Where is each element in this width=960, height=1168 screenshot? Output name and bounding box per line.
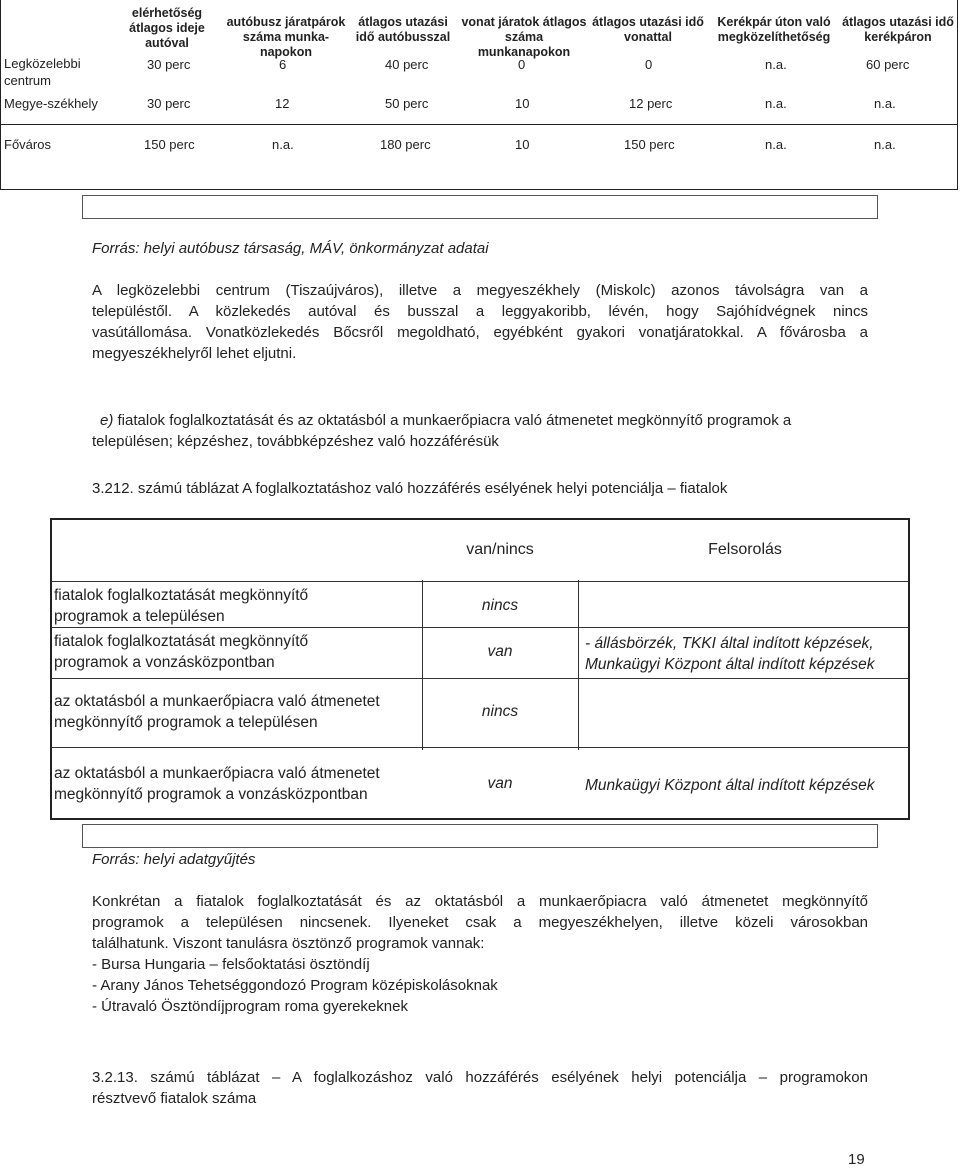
row-label-nearest-centre: Legközelebbi centrum [4,56,81,88]
row-label-line: fiatalok foglalkoztatását megkönnyítő [54,587,309,604]
header-bus-pairs: autóbusz járatpárok száma munka-napokon [226,15,346,59]
cell: 180 perc [380,137,431,152]
section-e-line1: fiatalok foglalkoztatását és az oktatásból a munkaerőpiacra való átmenetet megkönnyítő programok a [117,412,792,429]
cell: 12 perc [629,96,673,111]
cell: 30 perc [147,96,191,111]
page-number: 19 [848,1151,865,1168]
source-caption-2: Forrás: helyi adatgyűjtés [92,851,256,868]
table3-title [92,1067,868,1109]
paragraph-line: A legközelebbi centrum (Tiszaújváros), illetve a megyeszékhely (Miskolc) azonos távolságra van a [92,282,868,299]
row-label [54,585,308,627]
list-item: - Arany János Tehetséggondozó Program középiskolásoknak [92,977,498,994]
row-list-line: Munkaügyi Központ által indított képzések [585,777,875,794]
paragraph-line: településtől. A közlekedés autóval és busszal a leggyakoribb, lévén, hogy Sajóhídvégnek nincs [92,303,868,320]
cell: 30 perc [147,57,191,72]
table2-title: 3.212. számú táblázat A foglalkoztatáshoz való hozzáférés esélyének helyi potenciálja – fiatalok [92,480,728,497]
row-list [585,775,875,796]
paragraph-transport [92,280,868,364]
paragraph-line: Konkrétan a fiatalok foglalkoztatását és az oktatásból a munkaerőpiacra való átmenetet megkönnyítő [92,893,868,910]
cell: 60 perc [866,57,910,72]
row-label [54,763,380,805]
table3-title-line: 3.2.13. számú táblázat – A foglalkozáshoz való hozzáférés esélyének helyi potenciálja – programokon [92,1069,868,1086]
paragraph-line: programok a településen nincsenek. Ilyeneket csak a megyeszékhelyen, illetve közeli városokban [92,914,868,931]
cell: 150 perc [144,137,195,152]
row-label-capital: Főváros [4,137,51,152]
row-label-line: az oktatásból a munkaerőpiacra való átmenetet [54,693,380,710]
row-label-line: programok a településen [54,608,225,625]
list-item: - Bursa Hungaria – felsőoktatási ösztöndíj [92,956,370,973]
list-item: - Útravaló Ösztöndíjprogram roma gyerekeknek [92,998,408,1015]
cell: n.a. [874,137,896,152]
cell: 40 perc [385,57,429,72]
row-list [585,633,875,675]
header-bus-time: átlagos utazási idő autóbusszal [355,15,451,44]
table-rule [51,747,909,748]
section-e-marker: e) [100,412,114,429]
row-label-line: programok a vonzásközpontban [54,654,275,671]
row-label-line: megkönnyítő programok a településen [54,714,318,731]
table-rule [51,678,909,679]
cell: 12 [275,96,290,111]
header-train-count: vonat járatok átlagos száma munkanapokon [461,15,587,59]
cell: 10 [515,96,530,111]
row-label-line: fiatalok foglalkoztatását megkönnyítő [54,633,309,650]
paragraph-line: vasútállomása. Vonatközlekedés Bőcsről megoldható, egyébként gyakori vonatjáratokkal. A fővárosba a [92,324,868,341]
row-list-line: - állásbörzék, TKKI által indított képzések, [585,635,874,652]
section-e-line2: településen; képzéshez, továbbképzéshez való hozzáférésük [92,433,499,450]
column-header-list: Felsorolás [708,541,782,558]
cell: n.a. [765,137,787,152]
cell: 6 [279,57,287,72]
row-yes-no: van [487,775,513,792]
header-train-time: átlagos utazási idő vonattal [592,15,704,44]
header-bike-time: átlagos utazási idő kerékpáron [842,15,954,44]
table-vline [422,580,423,750]
row-label [54,691,380,733]
section-e-heading [92,410,868,452]
row-label-county-seat: Megye-székhely [4,96,98,111]
cell: 50 perc [385,96,429,111]
row-yes-no: van [487,643,513,660]
row-label-line: megkönnyítő programok a vonzásközpontban [54,786,368,803]
row-label-line: az oktatásból a munkaerőpiacra való átmenetet [54,765,380,782]
table-vline [578,580,579,750]
cell: n.a. [765,96,787,111]
cell: 10 [515,137,530,152]
cell: 0 [518,57,526,72]
paragraph-programs [92,891,868,1017]
table-rule [51,581,909,582]
transport-table-divider [0,124,958,125]
source-caption-1: Forrás: helyi autóbusz társaság, MÁV, önkormányzat adatai [92,240,489,257]
cell: n.a. [272,137,294,152]
table-rule [51,627,909,628]
cell: 150 perc [624,137,675,152]
paragraph-line: találhatunk. Viszont tanulásra ösztönző programok vannak: [92,935,485,952]
cell: 0 [645,57,653,72]
paragraph-line: megyeszékhelyről lehet eljutni. [92,345,297,362]
table3-title-line: résztvevő fiatalok száma [92,1090,257,1107]
row-yes-no: nincs [481,597,519,614]
cell: n.a. [874,96,896,111]
empty-note-box [82,824,878,848]
row-yes-no: nincs [481,703,519,720]
empty-note-box [82,195,878,219]
row-list-line: Munkaügyi Központ által indított képzések [585,656,875,673]
header-bike-access: Kerékpár úton való megközelíthetőség [717,15,831,44]
column-header-yes-no: van/nincs [466,541,534,558]
cell: n.a. [765,57,787,72]
row-label [54,631,308,673]
header-car-time: elérhetőség átlagos ideje autóval [129,6,205,50]
